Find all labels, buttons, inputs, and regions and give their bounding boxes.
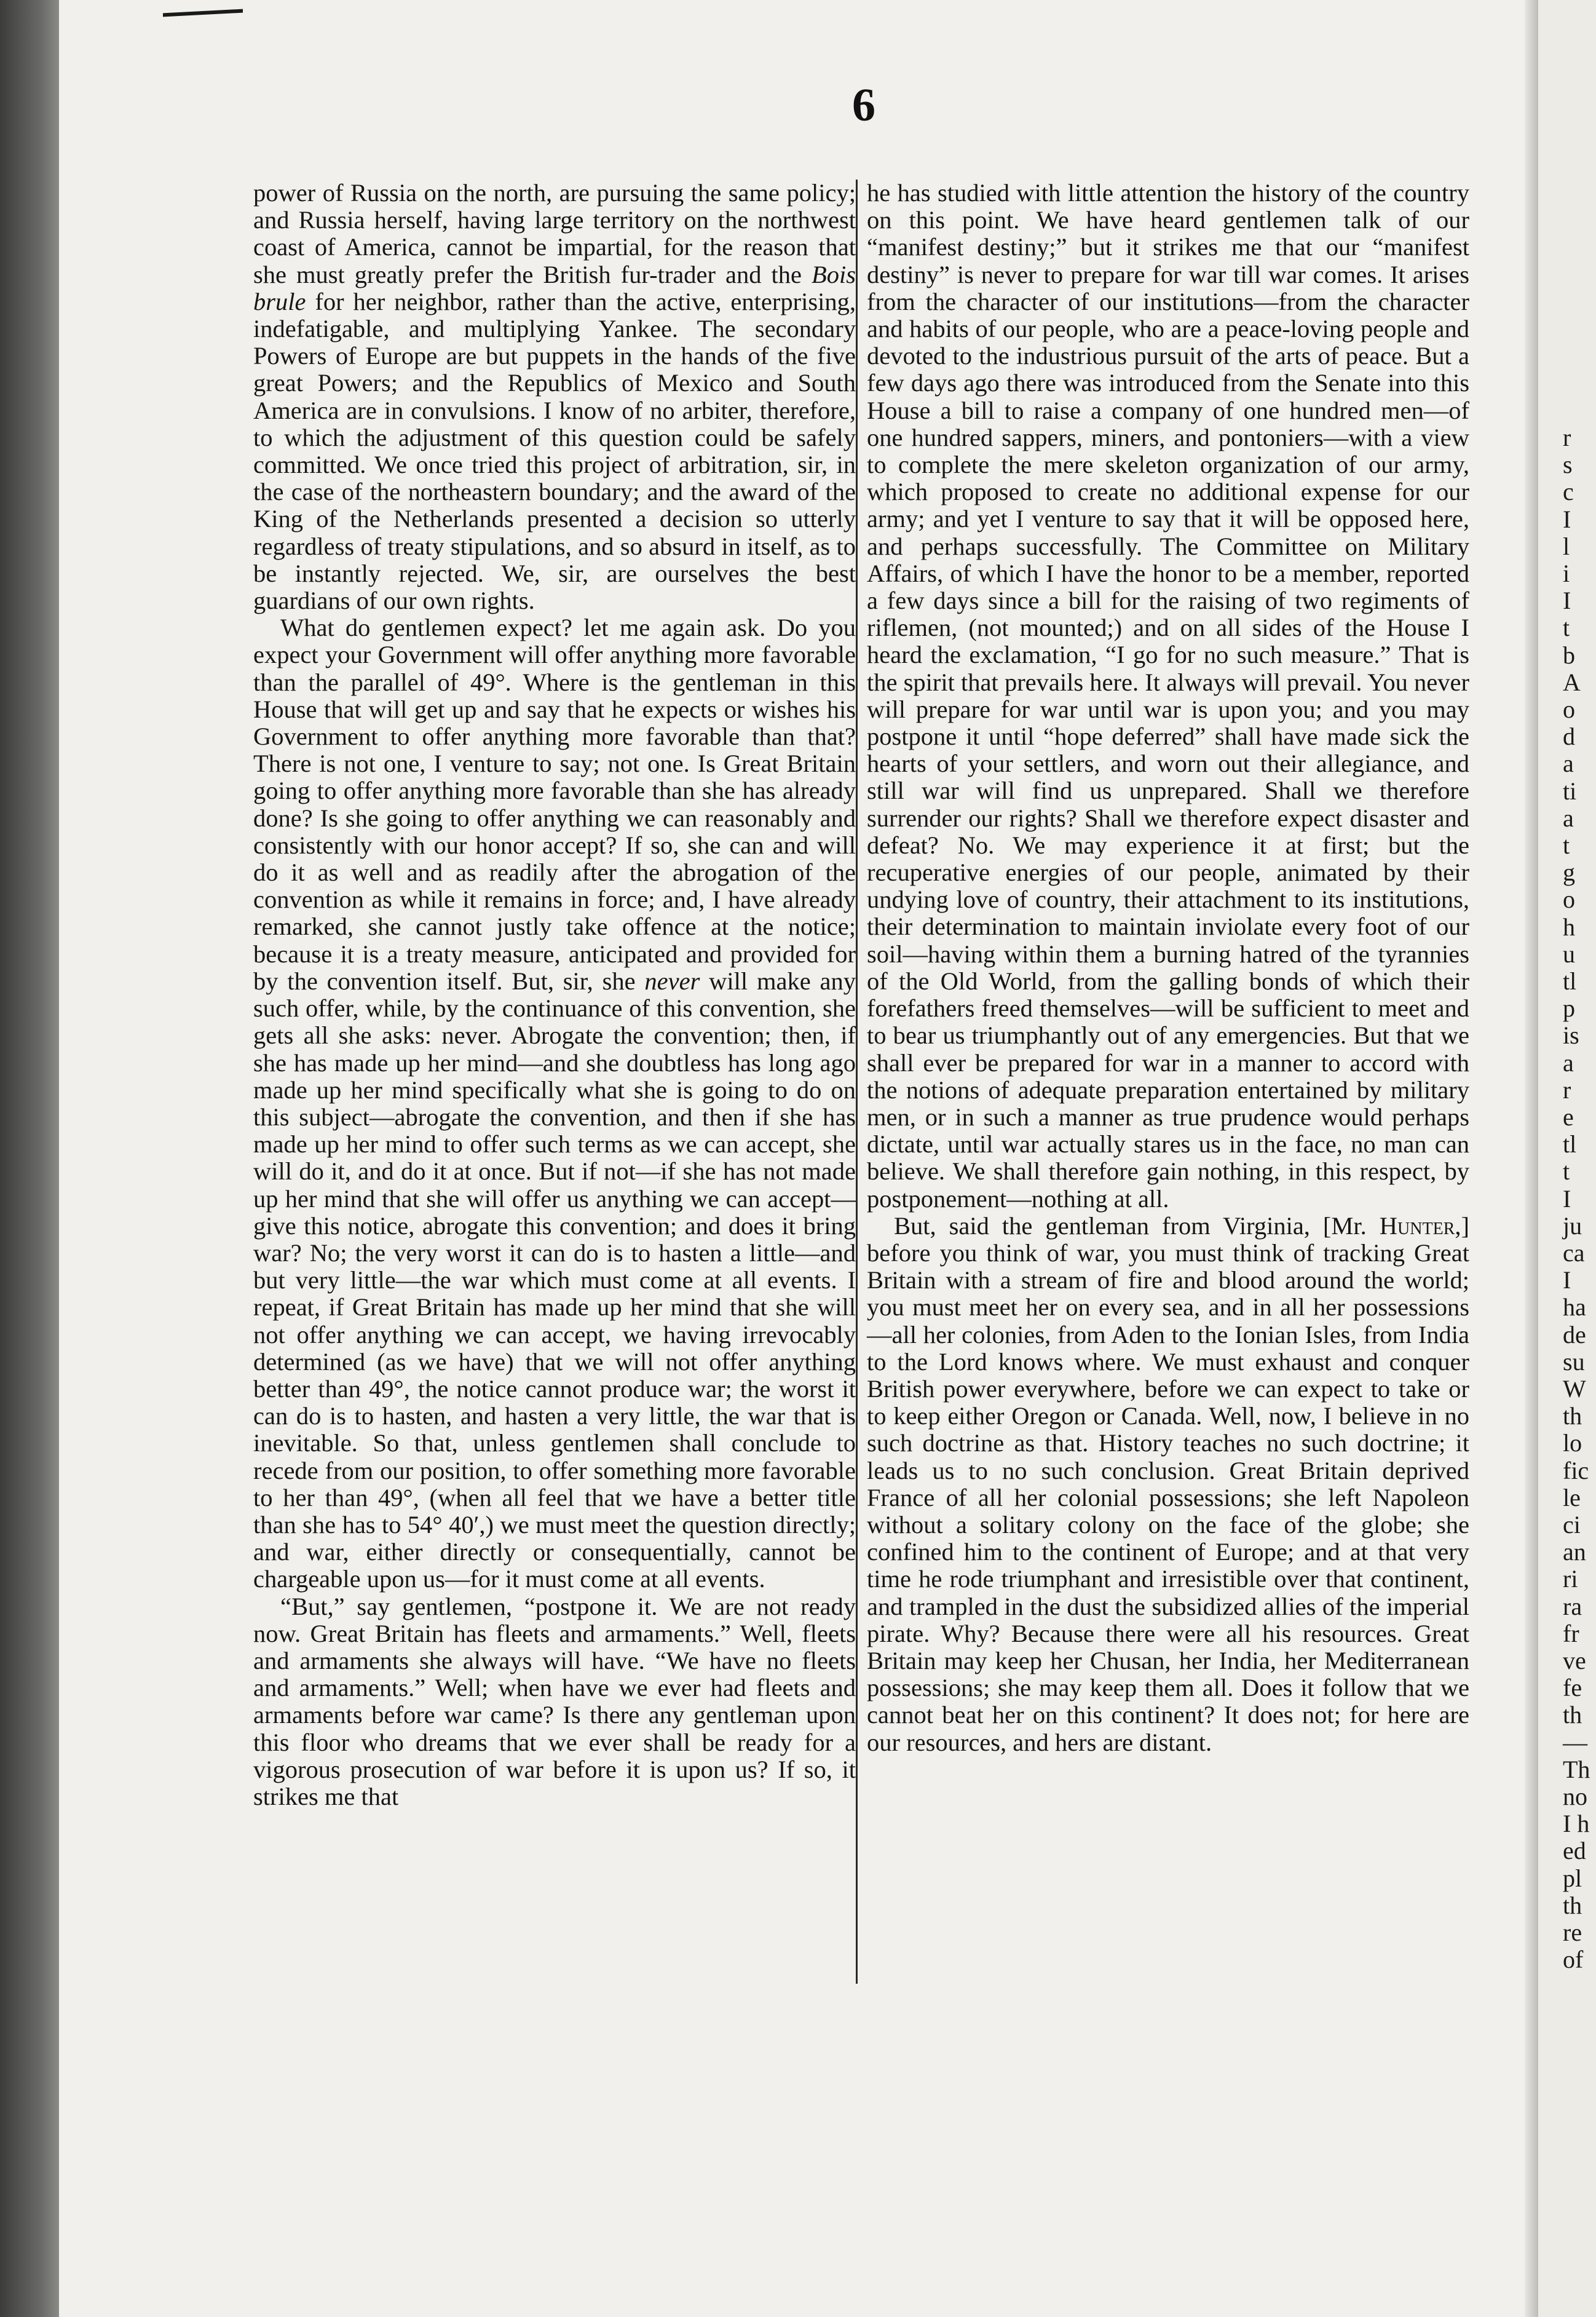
facing-page-fragment: u xyxy=(1563,940,1575,968)
facing-page-fragment: ci xyxy=(1563,1511,1581,1539)
paragraph: he has studied with little attention the history of the country on this point. We have heard gentlemen talk of our “manifest destiny;” but it strikes me that our “manifest destiny” is never to prepare for war till war comes. It arises from the character of our institutions—from the character and habits of our people, who are a peace-loving people and devoted to the industrious pursuit of the arts of peace. But a few days ago there was introduced from the Senate into this House a bill to raise a company of one hundred men—of one hundred sappers, miners, and pontoniers—with a view to complete the mere skeleton organization of our army, which proposed to create no additional expense for our army; and yet I venture to say that it will be opposed here, and perhaps successfully. The Committee on Military Affairs, of which I have the honor to be a member, reported a few days since a bill for the raising of two regiments of riflemen, (not mounted;) and on all sides of the House I heard the exclamation, “I go for no such measure.” That is the spirit that prevails here. It always will prevail. You never will prepare for war until war is upon you; and you may postpone it until “hope deferred” shall have made sick the hearts of your settlers, and worn out their allegiance, and still war will find us unprepared. Shall we therefore surrender our rights? Shall we therefore expect disaster and defeat? No. We may experience it at first; but the recuperative energies of our people, animated by their undying love of country, their attachment to its institutions, their determination to maintain inviolate every foot of our soil—having within them a burning hatred of the tyrannies of the Old World, from the galling bonds of which their forefathers freed themselves—will be sufficient to meet and to bear us triumphantly out of any emergencies. But that we shall ever be prepared for war in a manner to accord with the notions of adequate preparation entertained by military men, or in such a manner as true prudence would perhaps dictate, until war actually stares us in the face, no man can believe. We shall therefore gain nothing, in this respect, by postponement—nothing at all. xyxy=(867,179,1469,1213)
facing-page-fragment: ed xyxy=(1563,1837,1586,1865)
facing-page-fragment: a xyxy=(1563,1048,1574,1077)
facing-page-fragment: c xyxy=(1563,478,1574,506)
facing-page-fragment: Th xyxy=(1563,1755,1590,1783)
facing-page-fragment: re xyxy=(1563,1919,1582,1946)
facing-page-fragment: is xyxy=(1563,1021,1579,1050)
paragraph-rest: ,] before you think of war, you must think of tracking Great Britain with a stream of fire and blood around the world; you must meet her on every sea, and in all her possessions—all her colonies, from Aden to the Ionian Isles, from India to the Lord knows where. We must exhaust and conquer British power everywhere, before we can expect to take or to keep either Oregon or Canada. Well, now, I believe in no such doctrine as that. History teaches no such doctrine; it leads us to no such conclusion. Great Britain deprived France of all her colonial possessions; she left Napoleon without a solitary colony on the face of the globe; she confined him to the continent of Europe; and at that very time he rode triumphant and irresistible over that continent, and trampled in the dust the subsidized allies of the imperial pirate. Why? Because there were all his resources. Great Britain may keep her Chusan, her India, her Mediterranean possessions; she may keep them all. Does it follow that we cannot beat her on this continent? It does not; for here are our resources, and hers are distant. xyxy=(867,1211,1469,1756)
facing-page-fragment: r xyxy=(1563,1075,1571,1104)
text-column-left xyxy=(253,180,856,1810)
facing-page-fragment: ra xyxy=(1563,1592,1582,1620)
facing-page-fragment: fe xyxy=(1563,1674,1582,1702)
facing-page-fragment: s xyxy=(1563,451,1573,479)
facing-page-fragment: an xyxy=(1563,1538,1586,1566)
facing-page-fragment: th xyxy=(1563,1402,1582,1430)
paragraph: power of Russia on the north, are pursuing the same policy; and Russia herself, having large territory on the northwest coast of America, cannot be impartial, for the reason that she must greatly prefer the British fur-trader and the Bois brule for her neighbor, rather than the active, enterprising, indefatigable, and multiplying Yankee. The secondary Powers of Europe are but puppets in the hands of the five great Powers; and the Republics of Mexico and South America are in convulsions. I know of no arbiter, therefore, to which the adjustment of this question could be safely committed. We once tried this project of arbitration, sir, in the case of the northeastern boundary; and the award of the King of the Netherlands presented a decision so utterly regardless of treaty stipulations, and so absurd in itself, as to be instantly rejected. We, sir, are ourselves the best guardians of our own rights. xyxy=(253,179,856,615)
paragraph: “But,” say gentlemen, “postpone it. We are not ready now. Great Britain has fleets and armaments.” Well, fleets and armaments she always will have. “We have no fleets and armaments.” Well; when have we ever had fleets and armaments before war came? Is there any gentleman upon this floor who dreams that we ever shall be ready for a vigorous prosecution of war before it is upon us? If so, it strikes me that xyxy=(253,1592,856,1810)
facing-page-fragment: ha xyxy=(1563,1293,1586,1321)
facing-page-fragment: i xyxy=(1563,560,1570,587)
paragraph xyxy=(867,1213,1469,1756)
facing-page-fragment: pl xyxy=(1563,1864,1582,1892)
paragraph: What do gentlemen expect? let me again ask. Do you expect your Government will offer anything more favorable than the parallel of 49°. Where is the gentleman in this House that will get up and say that he expects or wishes his Government to offer anything more favorable than that? There is not one, I venture to say; not one. Is Great Britain going to offer anything more favorable than she has already done? Is she going to offer anything we can reasonably and consistently with our honor accept? If so, she can and will do it as well and as readily after the abrogation of the convention as while it remains in force; and, I have already remarked, she cannot justly take offence at the notice; because it is a treaty measure, anticipated and provided for by the convention itself. But, sir, she never will make any such offer, while, by the continuance of this convention, she gets all she asks: never. Abrogate the convention; then, if she has made up her mind—and she doubtless has long ago made up her mind specifically what she is going to do on this subject—abrogate the convention, and then if she has made up her mind to offer such terms as we can accept, she will do it, and do it at once. But if not—if she has not made up her mind that she will offer us anything we can accept—give this notice, abrogate this convention; and does it bring war? No; the very worst it can do is to hasten a little—and but very little—the war which must come at all events. I repeat, if Great Britain has made up her mind that she will not offer anything we can accept, we having irrevocably determined (as we have) that we will not offer anything better than 49°, the notice cannot produce war; the worst it can do is to hasten, and hasten a very little, the war that is inevitable. So that, unless gentlemen shall conclude to recede from our position, to offer something more favorable to her than 49°, (when all feel that we have a better title than she has to 54° 40′,) we must meet the question directly; and war, either directly or consequentially, cannot be chargeable upon us—for it must come at all events. xyxy=(253,614,856,1593)
facing-page-fragment: W xyxy=(1563,1375,1586,1403)
facing-page-fragment: ri xyxy=(1563,1565,1578,1593)
facing-page-fragment: I xyxy=(1563,587,1571,615)
facing-page-fragment: ju xyxy=(1563,1211,1582,1240)
facing-page-fragment: t xyxy=(1563,1157,1570,1186)
facing-page-fragment: r xyxy=(1563,424,1571,451)
book-gutter xyxy=(1525,0,1538,2317)
facing-page-fragment: t xyxy=(1563,831,1570,859)
facing-page-fragment: I xyxy=(1563,505,1571,533)
facing-page-fragment: a xyxy=(1563,804,1574,832)
facing-page-fragment: ti xyxy=(1563,777,1577,805)
facing-page-fragment: I h xyxy=(1563,1810,1590,1838)
facing-page-fragment: tl xyxy=(1563,1130,1577,1158)
facing-page-fragment: I xyxy=(1563,1184,1571,1213)
facing-page-fragment: A xyxy=(1563,668,1581,696)
facing-page-fragment: a xyxy=(1563,750,1574,778)
facing-page-fragment: no xyxy=(1563,1783,1587,1810)
facing-page-fragment: tl xyxy=(1563,967,1577,995)
facing-page-fragment: lo xyxy=(1563,1429,1582,1457)
facing-page-fragment: o xyxy=(1563,885,1575,914)
italic-term: Bois brule xyxy=(253,260,856,315)
facing-page-fragment: t xyxy=(1563,614,1570,642)
scan-left-edge xyxy=(0,0,59,2317)
facing-page-fragment: fr xyxy=(1563,1619,1579,1647)
facing-page-fragment: — xyxy=(1563,1728,1587,1756)
facing-page-fragment: b xyxy=(1563,641,1575,669)
facing-page-fragment: su xyxy=(1563,1347,1585,1376)
text-column-right xyxy=(867,180,1469,1756)
facing-page-fragment: le xyxy=(1563,1483,1581,1511)
facing-page-fragment: ve xyxy=(1563,1647,1586,1674)
facing-page-fragment: de xyxy=(1563,1320,1586,1349)
facing-page-fragment: e xyxy=(1563,1103,1574,1131)
italic-term: never xyxy=(644,967,700,995)
speaker-name: Hunter xyxy=(1379,1211,1455,1240)
facing-page-fragment: o xyxy=(1563,695,1575,723)
facing-page-fragment: of xyxy=(1563,1946,1584,1974)
facing-page-fragment: p xyxy=(1563,994,1575,1023)
facing-page-fragment: g xyxy=(1563,858,1575,887)
paragraph-start: But, said the gentleman from Virginia, [Mr. xyxy=(894,1211,1380,1240)
page-number: 6 xyxy=(852,79,875,131)
column-divider xyxy=(856,180,858,1984)
facing-page-fragment: h xyxy=(1563,913,1575,941)
facing-page-fragment: th xyxy=(1563,1891,1582,1919)
facing-page-fragment: fic xyxy=(1563,1456,1589,1484)
facing-page-fragment: I xyxy=(1563,1266,1571,1294)
facing-page-fragment: d xyxy=(1563,723,1575,751)
facing-page-fragment: l xyxy=(1563,532,1570,560)
facing-page-fragment: ca xyxy=(1563,1239,1585,1267)
facing-page-fragment: th xyxy=(1563,1701,1582,1729)
